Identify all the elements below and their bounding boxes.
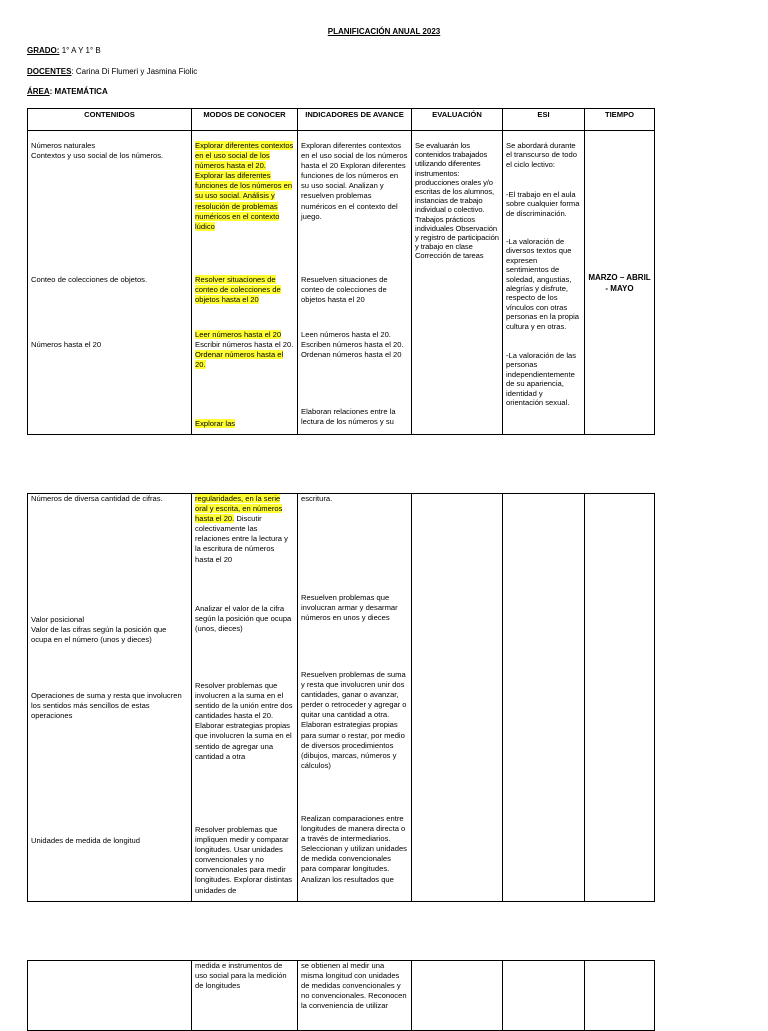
evaluacion-texto: Se evaluarán los contenidos trabajados utilizando diferentes instrumentos: producciones orales y/o escritas de los alumnos, instancias de trabajo individual o colectivo. Trabajos prácticos individuales Observación y registro de participación y trabajo en clase Corrección de tareas [415, 141, 499, 261]
docentes-value: : Carina Di Flumeri y Jasmina Fiolic [71, 67, 198, 76]
indicador-suma-resta: Resuelven problemas de suma y resta que involucren unir dos cantidades, ganar o avanzar, perder o retroceder y agregar o quitar una cantidad a otra. Elaboran estrategias propias para sumar o restar, por medio de diversos procedimientos (dibujos, marcas, números y cálculos) [301, 670, 407, 770]
evaluacion-cell-p2 [412, 494, 503, 902]
contenidos-cell-p2 [28, 494, 192, 902]
docentes-label: DOCENTES [27, 67, 72, 76]
evaluacion-cell [412, 131, 503, 435]
indicadores-cell-p3 [298, 961, 412, 1031]
modos-cell-p2 [192, 494, 298, 902]
planning-table-page1 [27, 108, 655, 435]
indicadores-cell-p2 [298, 494, 412, 902]
area-value: : MATEMÁTICA [49, 87, 108, 96]
planning-table-page3 [27, 960, 655, 1031]
grado-label: GRADO: [27, 46, 60, 55]
indicadores-cell [298, 131, 412, 435]
contenido-medida-longitud: Unidades de medida de longitud [31, 836, 140, 845]
contenido-suma-resta: Operaciones de suma y resta que involucren los sentidos más sencillos de estas operaciones [31, 691, 182, 721]
tiempo-cell: MARZO – ABRIL - MAYO [585, 131, 655, 435]
indicador-exploran: Exploran diferentes contextos en el uso social de los números hasta el 20 Exploran diferentes funciones de los números en su uso social. Analizan y resuelven problemas numéricos en el contexto del juego. [301, 141, 408, 221]
header-evaluacion: EVALUACIÓN [412, 109, 503, 131]
tiempo-cell-p3 [585, 961, 655, 1031]
contenidos-cell-p3 [28, 961, 192, 1031]
esi-cell-p3 [503, 961, 585, 1031]
contenidos-cell [28, 131, 192, 435]
indicador-armar-desarmar: Resuelven problemas que involucran armar y desarmar números en unos y dieces [301, 593, 398, 623]
contenido-numeros-20: Números hasta el 20 [31, 340, 102, 349]
contenido-diversa-cantidad: Números de diversa cantidad de cifras. [31, 494, 163, 503]
header-tiempo: TIEMPO [585, 109, 655, 131]
indicador-leen: Leen números hasta el 20. Escriben números hasta el 20. Ordenan números hasta el 20 [301, 330, 404, 360]
header-indicadores: INDICADORES DE AVANCE [298, 109, 412, 131]
esi-cell-p2 [503, 494, 585, 902]
indicador-relaciones: Elaboran relaciones entre la lectura de los números y su [301, 407, 396, 427]
grado-value: 1° A Y 1° B [61, 46, 101, 55]
contenido-numeros-naturales: Números naturales Contextos y uso social de los números. [31, 141, 164, 161]
grado-line [27, 46, 101, 55]
modo-medir-longitudes: Resolver problemas que impliquen medir y comparar longitudes. Usar unidades convencionales y no convencionales para medir longitudes. Explorar distintas unidades de [195, 825, 293, 895]
modo-leer-escribir-ordenar: Leer números hasta el 20 Escribir números hasta el 20. Ordenar números hasta el 20. [195, 330, 294, 370]
modos-cell [192, 131, 298, 435]
area-line [27, 87, 108, 96]
esi-intro: Se abordará durante el transcurso de todo el ciclo lectivo: [506, 141, 577, 169]
modo-regularidades: regularidades, en la serie oral y escrita, en números hasta el 20. Discutir colectivamente las relaciones entre la lectura y la escritura de números hasta el 20 [195, 494, 288, 564]
modo-explorar-contextos: Explorar diferentes contextos en el uso social de los números hasta el 20. Explorar las diferentes funciones de los números en su uso social. Análisis y resolución de problemas numéricos en el contexto lúdico [195, 141, 294, 231]
esi-valoracion-personas: -La valoración de las personas independientemente de su apariencia, identidad y orientación sexual. [506, 351, 577, 408]
area-label: ÁREA [27, 87, 50, 96]
docentes-line [27, 67, 197, 76]
contenido-conteo: Conteo de colecciones de objetos. [31, 275, 148, 284]
esi-discriminacion: -El trabajo en el aula sobre cualquier forma de discriminación. [506, 190, 580, 218]
page-title: PLANIFICACIÓN ANUAL 2023 [327, 27, 441, 36]
modo-explorar-las: Explorar las [195, 419, 236, 428]
modo-resolver-conteo: Resolver situaciones de conteo de colecciones de objetos hasta el 20 [195, 275, 281, 305]
indicador-conteo: Resuelven situaciones de conteo de colecciones de objetos hasta el 20 [301, 275, 388, 305]
indicador-comparaciones: Realizan comparaciones entre longitudes de manera directa o a través de intermediarios. Seleccionan y utilizan unidades de medida convencionales para comparar longitudes. Analizan los resultados que [301, 814, 407, 884]
esi-valoracion-textos: -La valoración de diversos textos que expresen sentimientos de soledad, angustias, alegrías y disfrute, respecto de los vínculos con otras personas en la propia cultura y en otras. [506, 237, 580, 331]
tiempo-cell-p2 [585, 494, 655, 902]
modos-cell-p3 [192, 961, 298, 1031]
esi-cell [503, 131, 585, 435]
contenido-valor-posicional: Valor posicional Valor de las cifras según la posición que ocupa en el número (unos y dieces) [31, 615, 167, 645]
header-modos: MODOS DE CONOCER [192, 109, 298, 131]
planning-table-page2 [27, 493, 655, 902]
modo-instrumentos-medida: medida e instrumentos de uso social para la medición de longitudes [195, 961, 287, 991]
evaluacion-cell-p3 [412, 961, 503, 1031]
indicador-escritura: escritura. [301, 494, 333, 503]
header-esi: ESI [503, 109, 585, 131]
modo-valor-cifra: Analizar el valor de la cifra según la posición que ocupa (unos, dieces) [195, 604, 292, 634]
modo-resolver-suma: Resolver problemas que involucren a la suma en el sentido de la unión entre dos cantidades hasta el 20. Elaborar estrategias propias que involucren la suma en el sentido de agregar una cantidad a otra [195, 681, 293, 761]
indicador-unidades-medida: se obtienen al medir una misma longitud con unidades de medidas convencionales y no convencionales. Reconocen la conveniencia de utilizar [301, 961, 407, 1011]
header-contenidos: CONTENIDOS [28, 109, 192, 131]
